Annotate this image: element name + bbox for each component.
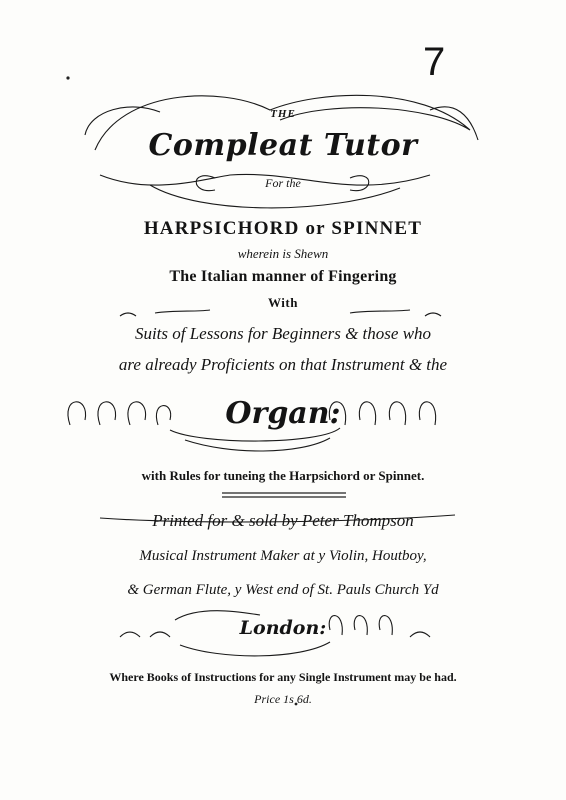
imprint-line-2: Musical Instrument Maker at y Violin, Houtboy, (139, 548, 427, 564)
wherein-is-shewn: wherein is Shewn (237, 246, 329, 261)
suits-line-1: Suits of Lessons for Beginners & those who (134, 324, 432, 343)
title-for-the: For the (265, 176, 301, 190)
title-the: THE (270, 108, 296, 120)
rules-line: with Rules for tuneing the Harpsichord or Spinnet. (141, 468, 425, 483)
organ-heading: Organ: (225, 396, 341, 431)
price-line: Price 1s 6d. (254, 692, 312, 706)
with-line: With (268, 295, 298, 310)
books-line: Where Books of Instructions for any Single Instrument may be had. (109, 670, 457, 684)
page-number: 7 (423, 40, 446, 84)
imprint-line-1: Printed for & sold by Peter Thompson (152, 511, 414, 530)
instrument-heading: HARPSICHORD or SPINNET (143, 218, 423, 239)
imprint-line-3: & German Flute, y West end of St. Pauls Church Yd (127, 582, 439, 598)
suits-line-2: are already Proficients on that Instrument & the (118, 355, 448, 374)
title-main: Compleat Tutor (148, 128, 418, 163)
imprint-city: London: (239, 617, 327, 639)
italian-manner-line: The Italian manner of Fingering (169, 268, 397, 285)
